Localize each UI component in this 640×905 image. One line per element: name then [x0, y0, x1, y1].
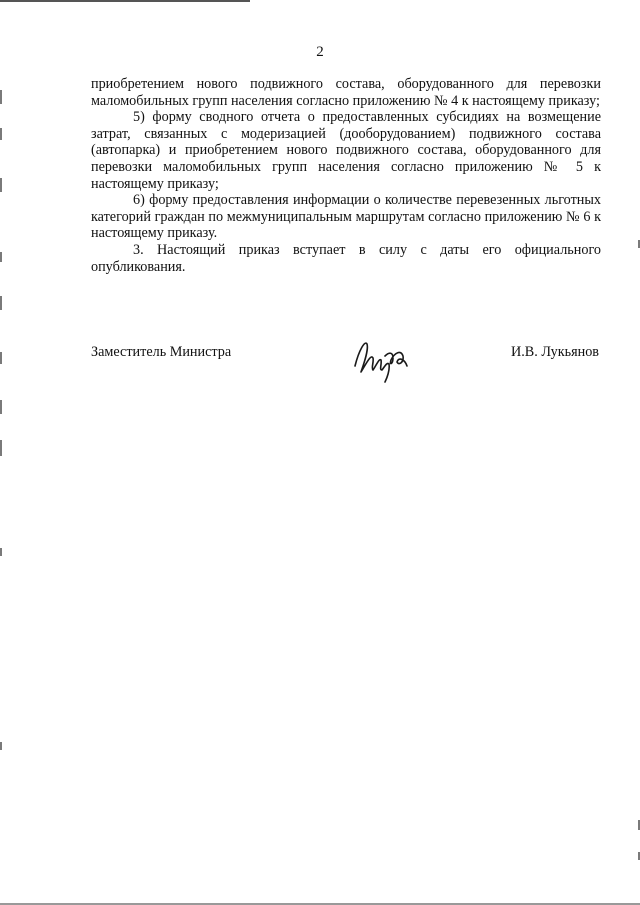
scan-artifact	[0, 548, 2, 556]
scan-artifact	[0, 440, 2, 456]
handwritten-signature	[349, 336, 413, 384]
scan-artifact	[0, 90, 2, 104]
scan-artifact	[0, 742, 2, 750]
signature-block	[91, 336, 601, 386]
paragraph-continuation: приобретением нового подвижного состава, оборудованного для перевозки маломобильных групп населения согласно приложению № 4 к настоящему приказу;	[91, 76, 601, 109]
paragraph-item-5: 5) форму сводного отчета о предоставленных субсидиях на возмещение затрат, связанных с модеризацией (дооборудованием) подвижного состава (автопарка) и приобретением нового подвижного состава, оборудованного для перевозки маломобильных групп населения согласно приложению № 5 к настоящему приказу;	[91, 109, 601, 192]
paragraph-item-6: 6) форму предоставления информации о количестве перевезенных льготных категорий граждан по межмуниципальным маршрутам согласно приложению № 6 к настоящему приказу.	[91, 192, 601, 242]
scan-artifact	[0, 352, 2, 364]
document-body	[91, 76, 601, 275]
scan-artifact	[0, 400, 2, 414]
signatory-position: Заместитель Министра	[91, 344, 232, 360]
page-number: 2	[316, 44, 324, 60]
scan-artifact	[0, 128, 2, 140]
paragraph-clause-3: 3. Настоящий приказ вступает в силу с даты его официального опубликования.	[91, 241, 601, 275]
signatory-name: И.В. Лукьянов	[511, 344, 599, 360]
scan-artifact	[0, 178, 2, 192]
scan-artifact	[0, 296, 2, 310]
scan-artifact	[0, 252, 2, 262]
scan-top-edge	[0, 0, 250, 2]
